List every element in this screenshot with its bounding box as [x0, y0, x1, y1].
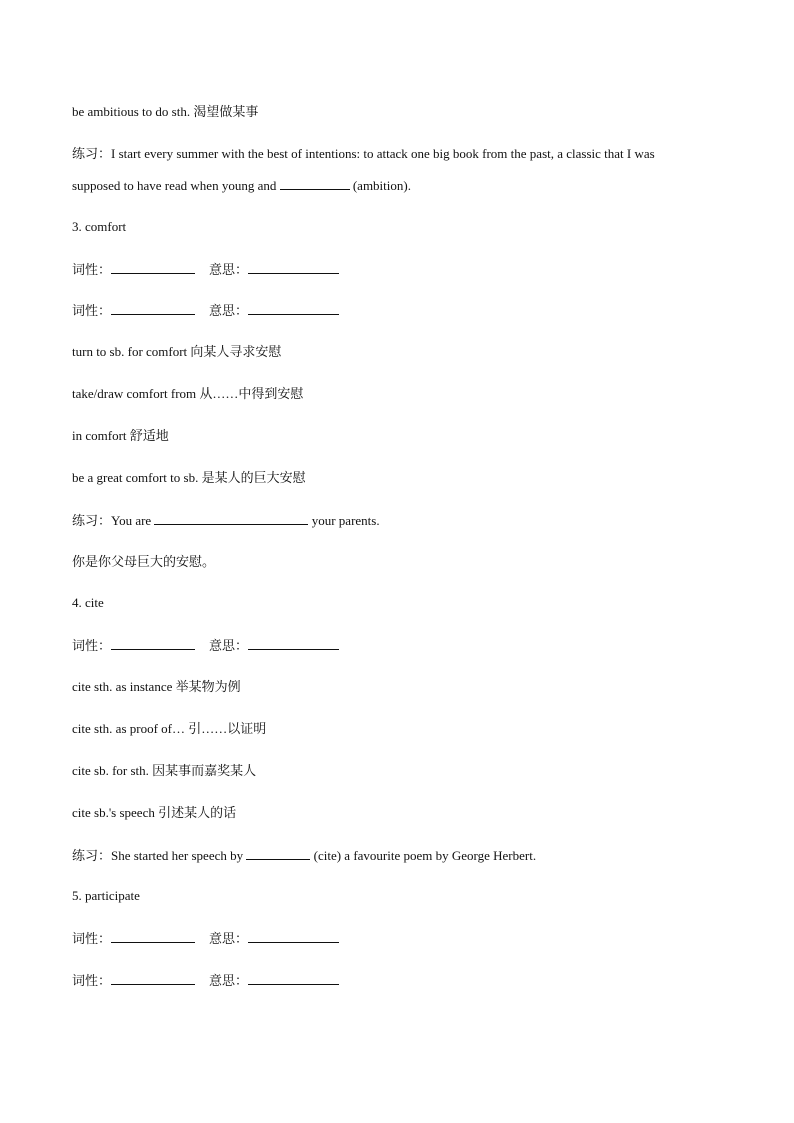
answer-blank-ambition[interactable]: [280, 177, 350, 190]
phrase-in-comfort: in comfort 舒适地: [72, 428, 169, 443]
phrase-cite-speech: cite sb.'s speech 引述某人的话: [72, 805, 237, 820]
exercise-cite-text: 练习：She started her speech by: [72, 848, 247, 863]
pos-blank[interactable]: [111, 302, 195, 315]
pos-blank[interactable]: [111, 930, 195, 943]
phrase-take-comfort-from: take/draw comfort from 从……中得到安慰: [72, 386, 304, 401]
exercise-comfort-end: your parents.: [308, 513, 380, 528]
phrase-great-comfort: be a great comfort to sb. 是某人的巨大安慰: [72, 470, 306, 485]
pos-blank[interactable]: [111, 637, 195, 650]
meaning-label: 意思：: [209, 973, 249, 988]
phrase-cite-as-proof: cite sth. as proof of… 引……以证明: [72, 721, 267, 736]
heading-participate: 5. participate: [72, 888, 140, 903]
exercise-ambition-text: supposed to have read when young and: [72, 178, 280, 193]
meaning-label: 意思：: [209, 303, 249, 318]
meaning-blank[interactable]: [248, 261, 339, 274]
exercise-ambition-line2: [72, 177, 411, 194]
meaning-label: 意思：: [209, 931, 249, 946]
heading-cite: 4. cite: [72, 595, 104, 610]
pos-label: 词性：: [72, 931, 112, 946]
exercise-ambition-line1: 练习：I start every summer with the best of intentions: to attack one big book from the past, a classic that I was: [72, 146, 655, 161]
pos-meaning-row: [72, 930, 339, 947]
meaning-label: 意思：: [209, 262, 249, 277]
phrase-cite-for: cite sb. for sth. 因某事而嘉奖某人: [72, 763, 257, 778]
exercise-comfort-text: 练习：You are: [72, 513, 155, 528]
pos-label: 词性：: [72, 303, 112, 318]
meaning-label: 意思：: [209, 638, 249, 653]
pos-meaning-row: [72, 637, 339, 654]
phrase-cite-as-instance: cite sth. as instance 举某物为例: [72, 679, 241, 694]
answer-blank-comfort[interactable]: [154, 512, 308, 525]
answer-blank-cite[interactable]: [246, 847, 310, 860]
heading-comfort: 3. comfort: [72, 219, 127, 234]
pos-meaning-row: [72, 261, 339, 278]
exercise-cite: [72, 847, 536, 864]
exercise-ambition-hint: (ambition).: [349, 178, 411, 193]
meaning-blank[interactable]: [248, 637, 339, 650]
pos-label: 词性：: [72, 262, 112, 277]
exercise-cite-end: (cite) a favourite poem by George Herbert.: [310, 848, 537, 863]
pos-label: 词性：: [72, 638, 112, 653]
phrase-turn-to-for-comfort: turn to sb. for comfort 向某人寻求安慰: [72, 344, 282, 359]
meaning-blank[interactable]: [248, 972, 339, 985]
translation-comfort: 你是你父母巨大的安慰。: [72, 554, 216, 569]
pos-blank[interactable]: [111, 261, 195, 274]
meaning-blank[interactable]: [248, 302, 339, 315]
pos-meaning-row: [72, 302, 339, 319]
phrase-be-ambitious: be ambitious to do sth. 渴望做某事: [72, 104, 259, 119]
meaning-blank[interactable]: [248, 930, 339, 943]
exercise-comfort: [72, 512, 380, 529]
pos-meaning-row: [72, 972, 339, 989]
pos-label: 词性：: [72, 973, 112, 988]
pos-blank[interactable]: [111, 972, 195, 985]
